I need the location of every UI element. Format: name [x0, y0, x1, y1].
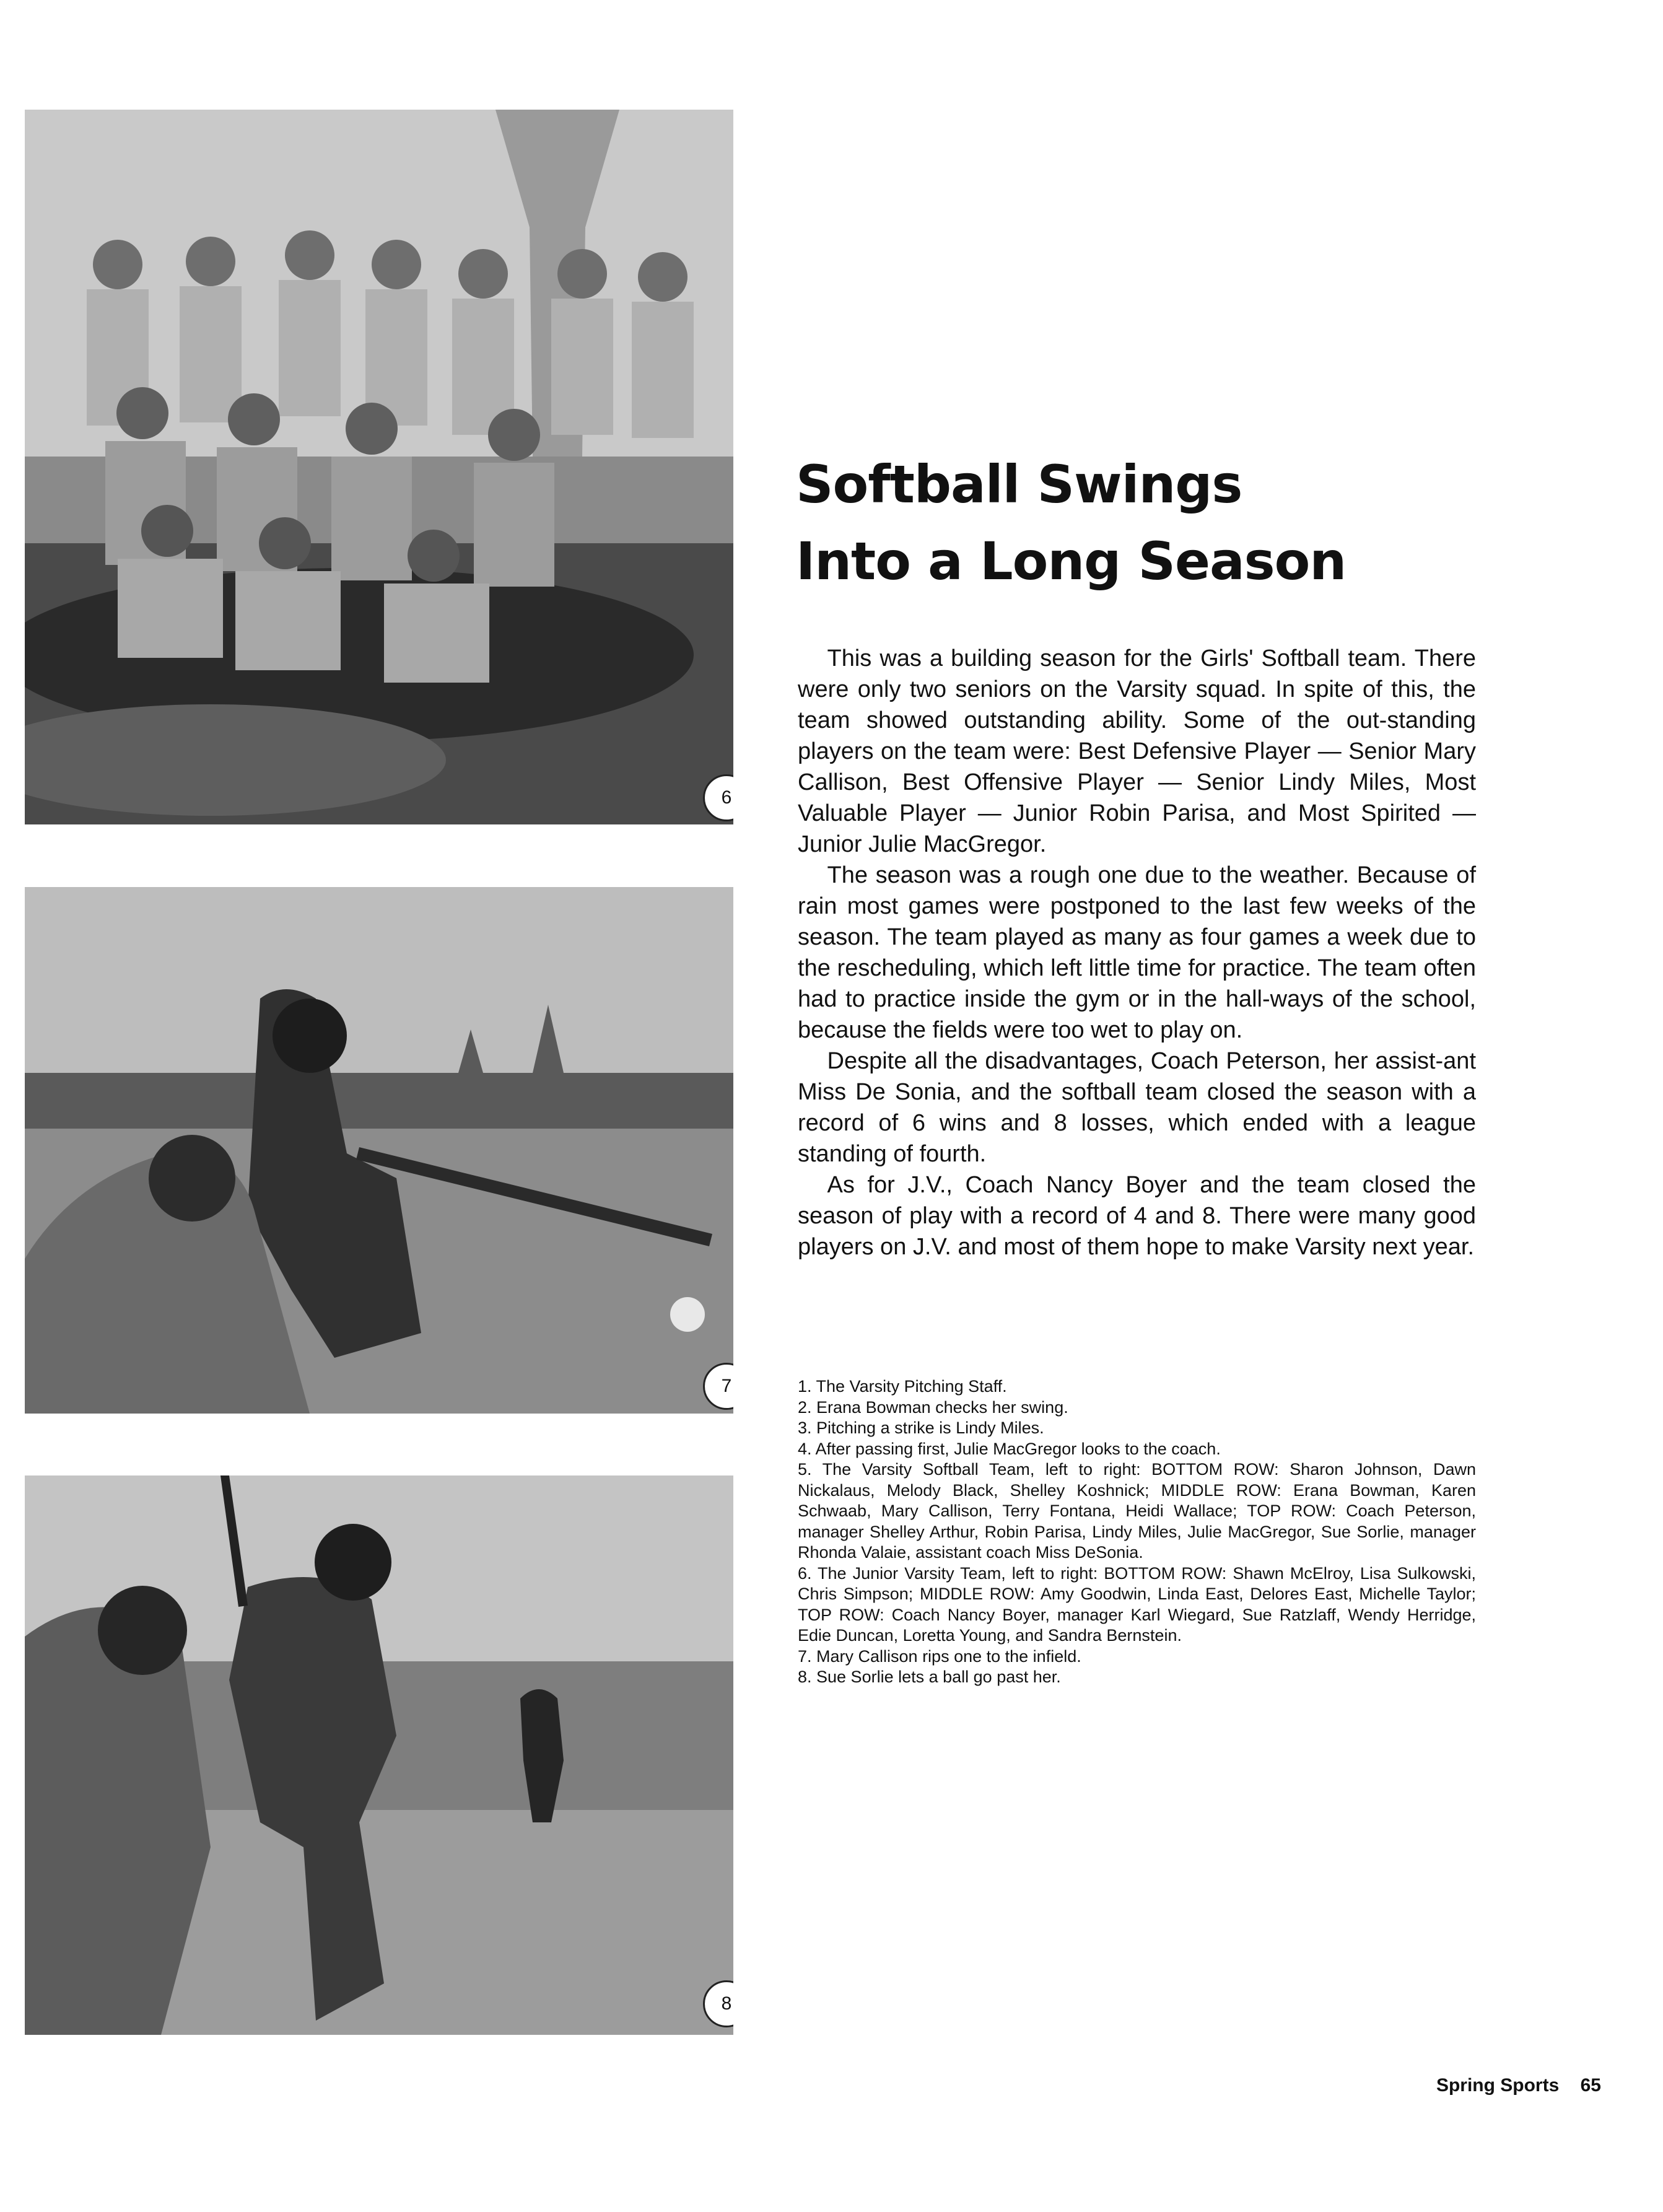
page-footer [1436, 2075, 1601, 2096]
team-photo [25, 110, 733, 824]
body-paragraph: Despite all the disadvantages, Coach Peterson, her assist-ant Miss De Sonia, and the softball team closed the season with a record of 6 wins and 8 losses, which ended with a league standing of fourth. [798, 1048, 1476, 1167]
article-body [798, 643, 1476, 1262]
team-photo-image [25, 110, 733, 824]
batter-catcher-photo [25, 1475, 733, 2035]
batter-catcher-photo-image [25, 1475, 733, 2035]
headline-line-2: Into a Long Season [796, 531, 1347, 592]
photo-number-badge: 6 [703, 774, 733, 821]
section-name: Spring Sports [1436, 2075, 1560, 2096]
caption-item: 6. The Junior Varsity Team, left to right: BOTTOM ROW: Shawn McElroy, Lisa Sulkowski, Chris Simpson; MIDDLE ROW: Amy Goodwin, Linda East, Delores East, Michelle Taylor; TOP ROW: Coach Nancy Boyer, manager Karl Wiegard, Sue Ratzlaff, Wendy Herridge, Edie Duncan, Loretta Young, and Sandra Bernstein. [798, 1563, 1476, 1645]
caption-item: 4. After passing first, Julie MacGregor looks to the coach. [798, 1439, 1221, 1458]
photo-captions [798, 1376, 1476, 1688]
article-headline [796, 446, 1346, 600]
batter-photo [25, 887, 733, 1414]
caption-item: 2. Erana Bowman checks her swing. [798, 1397, 1068, 1417]
photo-number-badge: 8 [703, 1980, 733, 2027]
headline-line-1: Softball Swings [796, 454, 1242, 515]
photo-number-badge: 7 [703, 1363, 733, 1410]
caption-item: 1. The Varsity Pitching Staff. [798, 1377, 1007, 1396]
caption-item: 7. Mary Callison rips one to the infield. [798, 1646, 1081, 1666]
caption-item: 3. Pitching a strike is Lindy Miles. [798, 1419, 1044, 1437]
body-paragraph: The season was a rough one due to the weather. Because of rain most games were postponed to the last few weeks of the season. The team played as many as four games a week due to the rescheduling, which left little time for practice. The team often had to practice inside the gym or in the hall-ways of the school, because the fields were too wet to play on. [798, 862, 1476, 1043]
page-number: 65 [1580, 2075, 1601, 2096]
batter-photo-image [25, 887, 733, 1414]
body-paragraph: This was a building season for the Girls' Softball team. There were only two seniors on the Varsity squad. In spite of this, the team showed outstanding ability. Some of the out-standing players on the team were: Best Defensive Player — Senior Mary Callison, Best Offensive Player — Senior Lindy Miles, Most Valuable Player — Junior Robin Parisa, and Most Spirited — Junior Julie MacGregor. [798, 645, 1476, 857]
caption-item: 8. Sue Sorlie lets a ball go past her. [798, 1668, 1061, 1686]
body-paragraph: As for J.V., Coach Nancy Boyer and the team closed the season of play with a record of 4 and 8. There were many good players on J.V. and most of them hope to make Varsity next year. [798, 1172, 1476, 1260]
caption-item: 5. The Varsity Softball Team, left to right: BOTTOM ROW: Sharon Johnson, Dawn Nickalaus, Melody Black, Shelley Koshnick; MIDDLE ROW: Erana Bowman, Karen Schwaab, Mary Callison, Terry Fontana, Heidi Wallace; TOP ROW: Coach Peterson, manager Shelley Arthur, Robin Parisa, Lindy Miles, Julie MacGregor, Sue Sorlie, manager Rhonda Valaie, assistant coach Miss DeSonia. [798, 1460, 1476, 1562]
